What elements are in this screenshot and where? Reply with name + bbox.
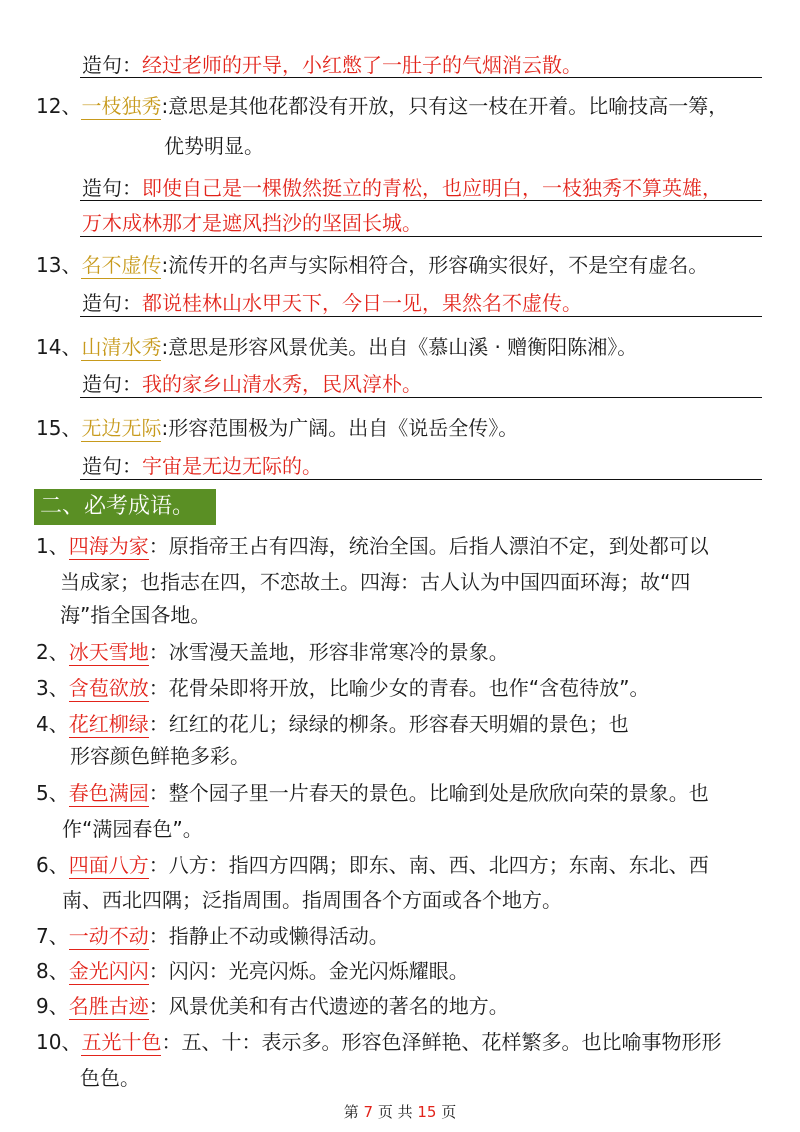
idiom-item-2 (36, 638, 509, 666)
item-number: 7、 (36, 924, 69, 948)
example-sentence-15 (82, 452, 322, 480)
idiom-definition: 意思是其他花都没有开放，只有这一枝在开着。比喻技高一筹， (168, 94, 729, 118)
idiom-definition: 意思是形容风景优美。出自《慕山溪 · 赠衡阳陈湘》。 (168, 335, 638, 359)
idiom-term: 四面八方 (68, 853, 149, 877)
idiom-definition: 形容范围极为广阔。出自《说岳全传》。 (168, 416, 519, 440)
idiom-item-14 (36, 333, 637, 361)
example-label: 造句： (82, 291, 142, 315)
idiom-term: 名不虚传 (81, 253, 162, 277)
idiom-definition: 闪闪：光亮闪烁。金光闪烁耀眼。 (168, 959, 469, 983)
idiom-item-10 (36, 1028, 721, 1056)
total-pages-number: 15 (417, 1103, 437, 1121)
separator: ： (148, 959, 169, 983)
separator: ： (148, 924, 169, 948)
section-heading: 二、必考成语。 (34, 489, 216, 525)
idiom-term: 春色满园 (68, 781, 149, 805)
idiom-term: 一枝独秀 (81, 94, 162, 118)
separator: ： (161, 1030, 182, 1054)
item-number: 2、 (36, 640, 69, 664)
idiom-term: 五光十色 (81, 1030, 162, 1054)
item-number: 6、 (36, 853, 69, 877)
idiom-item-9 (36, 992, 509, 1020)
idiom-definition-cont: 作“满园春色”。 (62, 817, 203, 841)
idiom-item-5 (36, 779, 709, 807)
idiom-term: 无边无际 (81, 416, 162, 440)
separator: ： (148, 853, 169, 877)
item-number: 3、 (36, 676, 69, 700)
idiom-definition-cont: 色色。 (80, 1066, 140, 1090)
idiom-item-1 (36, 532, 709, 560)
current-page-number: 7 (363, 1103, 374, 1121)
idiom-definition-cont: 形容颜色鲜艳多彩。 (70, 744, 250, 768)
footer-pre: 第 (343, 1103, 359, 1121)
underline-rule (80, 316, 762, 317)
example-text: 即使自己是一棵傲然挺立的青松，也应明白，一枝独秀不算英雄， (142, 176, 722, 200)
idiom-definition: 五、十：表示多。形容色泽鲜艳、花样繁多。也比喻事物形形 (181, 1030, 722, 1054)
example-sentence-11 (82, 51, 582, 79)
example-sentence-12 (82, 174, 722, 202)
example-text: 都说桂林山水甲天下，今日一见，果然名不虚传。 (142, 291, 582, 315)
idiom-term: 山清水秀 (81, 335, 162, 359)
item-number: 5、 (36, 781, 69, 805)
separator: ： (148, 712, 169, 736)
idiom-term: 一动不动 (68, 924, 149, 948)
separator: ： (148, 994, 169, 1018)
separator: : (161, 416, 169, 440)
item-number: 13、 (36, 253, 82, 277)
idiom-term: 花红柳绿 (68, 712, 149, 736)
idiom-item-12 (36, 92, 728, 120)
underline-rule (80, 397, 762, 398)
example-label: 造句： (82, 176, 142, 200)
idiom-definition-cont: 海”指全国各地。 (60, 603, 211, 627)
item-number: 15、 (36, 416, 82, 440)
idiom-item-3 (36, 674, 649, 702)
idiom-definition: 红红的花儿；绿绿的柳条。形容春天明媚的景色；也 (168, 712, 629, 736)
idiom-item-13 (36, 251, 708, 279)
idiom-definition-cont: 优势明显。 (164, 134, 264, 158)
example-label: 造句： (82, 372, 142, 396)
example-text: 经过老师的开导，小红憋了一肚子的气烟消云散。 (142, 53, 582, 77)
item-number: 10、 (36, 1030, 82, 1054)
footer-post: 页 (441, 1103, 457, 1121)
underline-rule (80, 77, 762, 78)
underline-rule (80, 479, 762, 480)
idiom-term: 冰天雪地 (68, 640, 149, 664)
idiom-item-6 (36, 851, 709, 879)
underline-rule (80, 200, 762, 201)
example-text: 宇宙是无边无际的。 (142, 454, 322, 478)
item-number: 14、 (36, 335, 82, 359)
example-label: 造句： (82, 454, 142, 478)
example-text: 我的家乡山清水秀，民风淳朴。 (142, 372, 422, 396)
example-label: 造句： (82, 53, 142, 77)
idiom-definition: 流传开的名声与实际相符合，形容确实很好，不是空有虚名。 (168, 253, 709, 277)
idiom-definition: 风景优美和有古代遗迹的著名的地方。 (168, 994, 509, 1018)
separator: ： (148, 781, 169, 805)
idiom-definition: 指静止不动或懒得活动。 (168, 924, 389, 948)
separator: : (161, 94, 169, 118)
example-sentence-14 (82, 370, 422, 398)
underline-rule (80, 236, 762, 237)
idiom-term: 四海为家 (68, 534, 149, 558)
separator: : (161, 335, 169, 359)
idiom-definition: 原指帝王占有四海，统治全国。后指人漂泊不定，到处都可以 (168, 534, 709, 558)
item-number: 8、 (36, 959, 69, 983)
separator: : (161, 253, 169, 277)
idiom-item-8 (36, 957, 469, 985)
item-number: 1、 (36, 534, 69, 558)
separator: ： (148, 640, 169, 664)
idiom-term: 名胜古迹 (68, 994, 149, 1018)
idiom-item-7 (36, 922, 389, 950)
example-sentence-13 (82, 289, 582, 317)
idiom-definition-cont: 南、西北四隅；泛指周围。指周围各个方面或各个地方。 (62, 888, 562, 912)
separator: ： (148, 534, 169, 558)
separator: ： (148, 676, 169, 700)
idiom-definition-cont: 当成家；也指志在四，不恋故土。四海：古人认为中国四面环海；故“四 (60, 570, 691, 594)
item-number: 9、 (36, 994, 69, 1018)
idiom-term: 金光闪闪 (68, 959, 149, 983)
idiom-definition: 冰雪漫天盖地，形容非常寒冷的景象。 (168, 640, 509, 664)
idiom-item-15 (36, 414, 518, 442)
idiom-term: 含苞欲放 (68, 676, 149, 700)
idiom-definition: 整个园子里一片春天的景色。比喻到处是欣欣向荣的景象。也 (168, 781, 709, 805)
idiom-definition: 花骨朵即将开放，比喻少女的青春。也作“含苞待放”。 (168, 676, 650, 700)
footer-mid: 页 共 (377, 1103, 413, 1121)
page-footer (0, 1101, 800, 1122)
example-text-cont: 万木成林那才是遮风挡沙的坚固长城。 (82, 211, 422, 235)
item-number: 12、 (36, 94, 82, 118)
item-number: 4、 (36, 712, 69, 736)
idiom-item-4 (36, 710, 629, 738)
idiom-definition: 八方：指四方四隅；即东、南、西、北四方；东南、东北、西 (168, 853, 709, 877)
